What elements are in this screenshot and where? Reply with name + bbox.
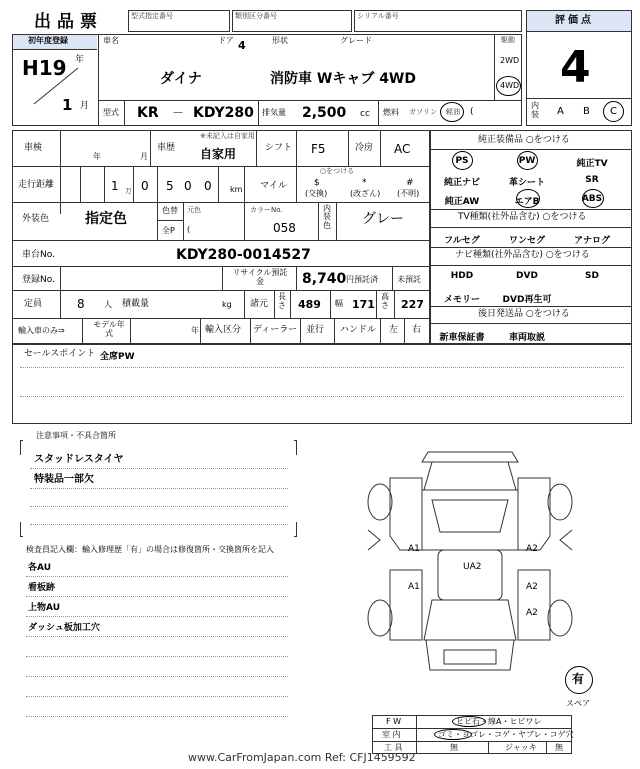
handle-right: 右 <box>412 325 422 335</box>
interior-color-label: 内装色 <box>323 204 331 230</box>
reg-no-label: 登録No. <box>22 275 55 285</box>
recycle-label: リサイクル預託金 <box>232 268 288 287</box>
notes-label: 注意事項・不具合箇所 <box>36 431 116 440</box>
drive-2wd: 2WD <box>500 56 520 65</box>
history-note: ※未記入は自家用 <box>200 132 255 140</box>
notes-item-2: 特装品一部欠 <box>34 474 94 485</box>
spare-value: 有 <box>572 672 585 686</box>
legend-tools-value: 無 <box>450 743 458 752</box>
doors-label: ドア <box>218 36 234 45</box>
serial-label: シリアル番号 <box>357 12 399 20</box>
shaken-label: 車検 <box>24 143 43 153</box>
sales-point-label: セールスポイント <box>24 349 96 359</box>
mileage-digit-5: 0 <box>204 179 212 193</box>
import-only-label: 輸入車のみ⇒ <box>18 326 65 335</box>
color-no-label: カラーNo. <box>250 206 283 214</box>
registration-month: 1 <box>62 96 73 114</box>
opt-genuine-tv: 純正TV <box>576 159 608 169</box>
damage-mark-right-rear-door: A2 <box>526 582 538 592</box>
drive-4wd-circle <box>496 76 521 96</box>
damage-mark-right-front-door: A2 <box>526 544 538 554</box>
car-grade: 消防車 Wキャブ 4WD <box>270 71 416 87</box>
opt-airbag: エアB <box>514 197 540 207</box>
ac-label: 冷房 <box>355 143 374 153</box>
model-prefix: KR <box>137 105 159 121</box>
mileage-opt-exchange: (交換) <box>305 189 328 198</box>
mileage-circle-note: ○をつける <box>320 167 355 175</box>
shaken-year-unit: 年 <box>93 152 101 161</box>
recycle-unpaid-label: 未預託 <box>397 275 421 284</box>
interior-label: 内装 <box>531 101 539 119</box>
legend-fw-text: ヒビ石・線A・ヒビワレ <box>456 717 542 726</box>
mileage-label: 走行距離 <box>18 180 55 190</box>
shape-label: 形状 <box>272 36 288 45</box>
first-registration-label: 初年度登録 <box>28 36 68 45</box>
ac-value: AC <box>394 142 411 156</box>
registration-month-unit: 月 <box>80 101 90 111</box>
navi-dvd: DVD <box>516 271 538 281</box>
mileage-digit-3: 5 <box>166 179 174 193</box>
mileage-opt-tamper: (改ざん) <box>350 189 381 198</box>
interior-grade-a: A <box>557 106 564 117</box>
import-type-label: 輸入区分 <box>205 325 242 335</box>
capacity-value: 8 <box>77 297 85 311</box>
grade-name-label: グレード <box>340 36 372 45</box>
category-label: 類別区分番号 <box>235 12 277 20</box>
inspector-item-3: 上物AU <box>28 603 60 613</box>
legend-interior-text: ゴミ・ヨゴレ・コゲ・ヤブレ・コゲ穴 <box>438 730 574 739</box>
grade-label: 評価点 <box>555 15 594 26</box>
history-label: 車歴 <box>157 143 176 153</box>
mileage-opt-tamper-sym: * <box>362 178 367 188</box>
model-year-label: モデル年式 <box>93 320 125 339</box>
tv-analog: アナログ <box>573 236 610 246</box>
tv-oneseg: ワンセグ <box>508 236 545 246</box>
length-label: 長さ <box>278 292 286 310</box>
fuel-diesel: 軽油 <box>446 108 460 116</box>
opt-ps-circle <box>452 151 473 170</box>
doors-value: 4 <box>238 39 246 52</box>
interior-grade-c: C <box>610 106 617 117</box>
drive-4wd: 4WD <box>500 81 520 90</box>
model-dash: － <box>172 106 185 120</box>
handle-left: 左 <box>389 325 399 335</box>
sheet-title: 出品票 <box>34 12 103 32</box>
height-label: 高さ <box>381 292 389 310</box>
mileage-digit-1: 1 <box>111 179 119 193</box>
load-label: 積載量 <box>122 299 150 309</box>
inspector-item-2: 看板跡 <box>28 583 56 593</box>
all-paint-paren: ( <box>187 225 191 234</box>
shift-value: F5 <box>311 142 326 156</box>
car-name-label: 車名 <box>103 36 119 45</box>
spare-label: スペア <box>566 699 590 708</box>
dims-label: 諸元 <box>250 299 269 309</box>
opt-abs: ABS <box>581 194 603 204</box>
legend-interior-label: 室 内 <box>382 730 401 739</box>
drive-label: 駆動 <box>501 36 515 44</box>
displacement-unit: cc <box>360 109 370 119</box>
tv-title: TV種類(社外品含む) ○をつける <box>458 212 587 222</box>
navi-hdd: HDD <box>450 271 474 281</box>
displacement-label: 排気量 <box>262 108 286 117</box>
load-unit: kg <box>222 300 232 309</box>
color-change-label: 色替 <box>162 206 178 215</box>
interior-grade-circle <box>603 101 624 122</box>
car-name: ダイナ <box>160 71 202 87</box>
registration-year-unit: 年 <box>75 55 85 65</box>
sales-point-value: 全席PW <box>100 352 135 362</box>
opt-ps: PS <box>455 156 469 166</box>
opt-pw-circle <box>517 151 538 170</box>
navi-sd: SD <box>585 271 599 281</box>
width-value: 171 <box>352 298 375 311</box>
handle-label: ハンドル <box>340 325 377 335</box>
exterior-color-value: 指定色 <box>85 211 127 227</box>
color-no-value: 058 <box>273 221 296 235</box>
fuel-paren-open: ( <box>470 107 474 117</box>
damage-mark-left-front-door: A1 <box>408 544 420 554</box>
opt-genuine-aw: 純正AW <box>444 197 480 207</box>
inspector-item-1: 各AU <box>28 563 51 573</box>
legend-jack-label: ジャッキ <box>505 743 537 752</box>
all-paint-label: 全P <box>162 226 175 235</box>
after-title: 後日発送品 ○をつける <box>478 309 570 319</box>
chassis-label: 車台No. <box>22 250 55 260</box>
registration-slash <box>30 66 80 106</box>
width-label: 幅 <box>335 299 343 308</box>
tv-fullseg: フルセグ <box>444 236 480 246</box>
notes-item-1: スタッドレスタイヤ <box>34 454 124 465</box>
mileage-opt-unknown: (不明) <box>397 189 420 198</box>
fuel-label: 燃料 <box>383 108 399 117</box>
shaken-month-unit: 月 <box>140 152 148 161</box>
damage-mark-roof: UA2 <box>463 562 482 572</box>
inspector-label: 検査員記入欄：輸入修理歴「有」の場合は修復箇所・交換箇所を記入 <box>26 545 274 554</box>
mileage-opt-exchange-sym: $ <box>314 178 320 188</box>
opt-sr: SR <box>585 175 599 185</box>
fuel-gasoline: ガソリン <box>409 108 437 116</box>
exterior-color-label: 外装色 <box>22 214 50 224</box>
legend-fw-label: F W <box>386 717 402 726</box>
capacity-label: 定員 <box>24 299 43 309</box>
mileage-km-unit: km <box>230 185 243 194</box>
mileage-man-unit: 万 <box>125 187 132 195</box>
history-value: 自家用 <box>200 147 237 161</box>
shift-label: シフト <box>265 143 293 153</box>
original-color-label: 元色 <box>187 206 201 214</box>
opt-genuine-navi: 純正ナビ <box>443 178 480 188</box>
registration-era-year: H19 <box>22 56 67 80</box>
import-dealer: ディーラー <box>253 325 298 335</box>
inspector-item-4: ダッシュ板加工穴 <box>28 623 100 633</box>
model-label: 型式 <box>103 108 119 117</box>
after-warranty: 新車保証書 <box>439 333 485 343</box>
opt-leather-seat: 革シート <box>508 178 545 188</box>
damage-mark-left-rear-door: A1 <box>408 582 420 592</box>
opt-pw: PW <box>518 156 536 166</box>
main-grid <box>12 130 430 344</box>
import-parallel: 並行 <box>306 325 325 335</box>
opt-abs-circle <box>582 189 604 208</box>
opt-airbag-circle <box>516 189 540 208</box>
grade-score: 4 <box>560 42 591 93</box>
type-designation-label: 型式指定番号 <box>131 12 173 20</box>
genuine-title: 純正装備品 ○をつける <box>478 135 570 145</box>
height-value: 227 <box>401 298 424 311</box>
navi-title: ナビ種類(社外品含む) ○をつける <box>455 250 590 260</box>
mileage-digit-2: 0 <box>141 179 149 193</box>
interior-color-value: グレー <box>362 211 404 227</box>
footer-watermark: www.CarFromJapan.com Ref: CFJ1459592 <box>188 751 416 764</box>
length-value: 489 <box>298 298 321 311</box>
mile-label: マイル <box>260 181 287 191</box>
recycle-paid-label: 円預託済 <box>346 275 378 284</box>
displacement-value: 2,500 <box>302 105 347 121</box>
recycle-value: 8,740 <box>302 271 347 287</box>
mileage-digit-4: 0 <box>184 179 192 193</box>
capacity-unit: 人 <box>104 300 112 309</box>
legend-tools-label: 工 具 <box>384 743 403 752</box>
navi-memory: メモリー <box>443 295 480 305</box>
model-code: KDY280 <box>193 105 254 121</box>
model-year-unit: 年 <box>191 326 199 335</box>
navi-dvd-play: DVD再生可 <box>502 295 552 305</box>
fuel-diesel-circle <box>440 102 464 122</box>
mileage-opt-unknown-sym: # <box>406 178 414 188</box>
interior-grade-b: B <box>583 106 590 117</box>
after-manual: 車両取説 <box>508 333 545 343</box>
legend-jack-value: 無 <box>555 743 563 752</box>
chassis-value: KDY280-0014527 <box>176 247 311 263</box>
damage-mark-right-rear: A2 <box>526 608 538 618</box>
